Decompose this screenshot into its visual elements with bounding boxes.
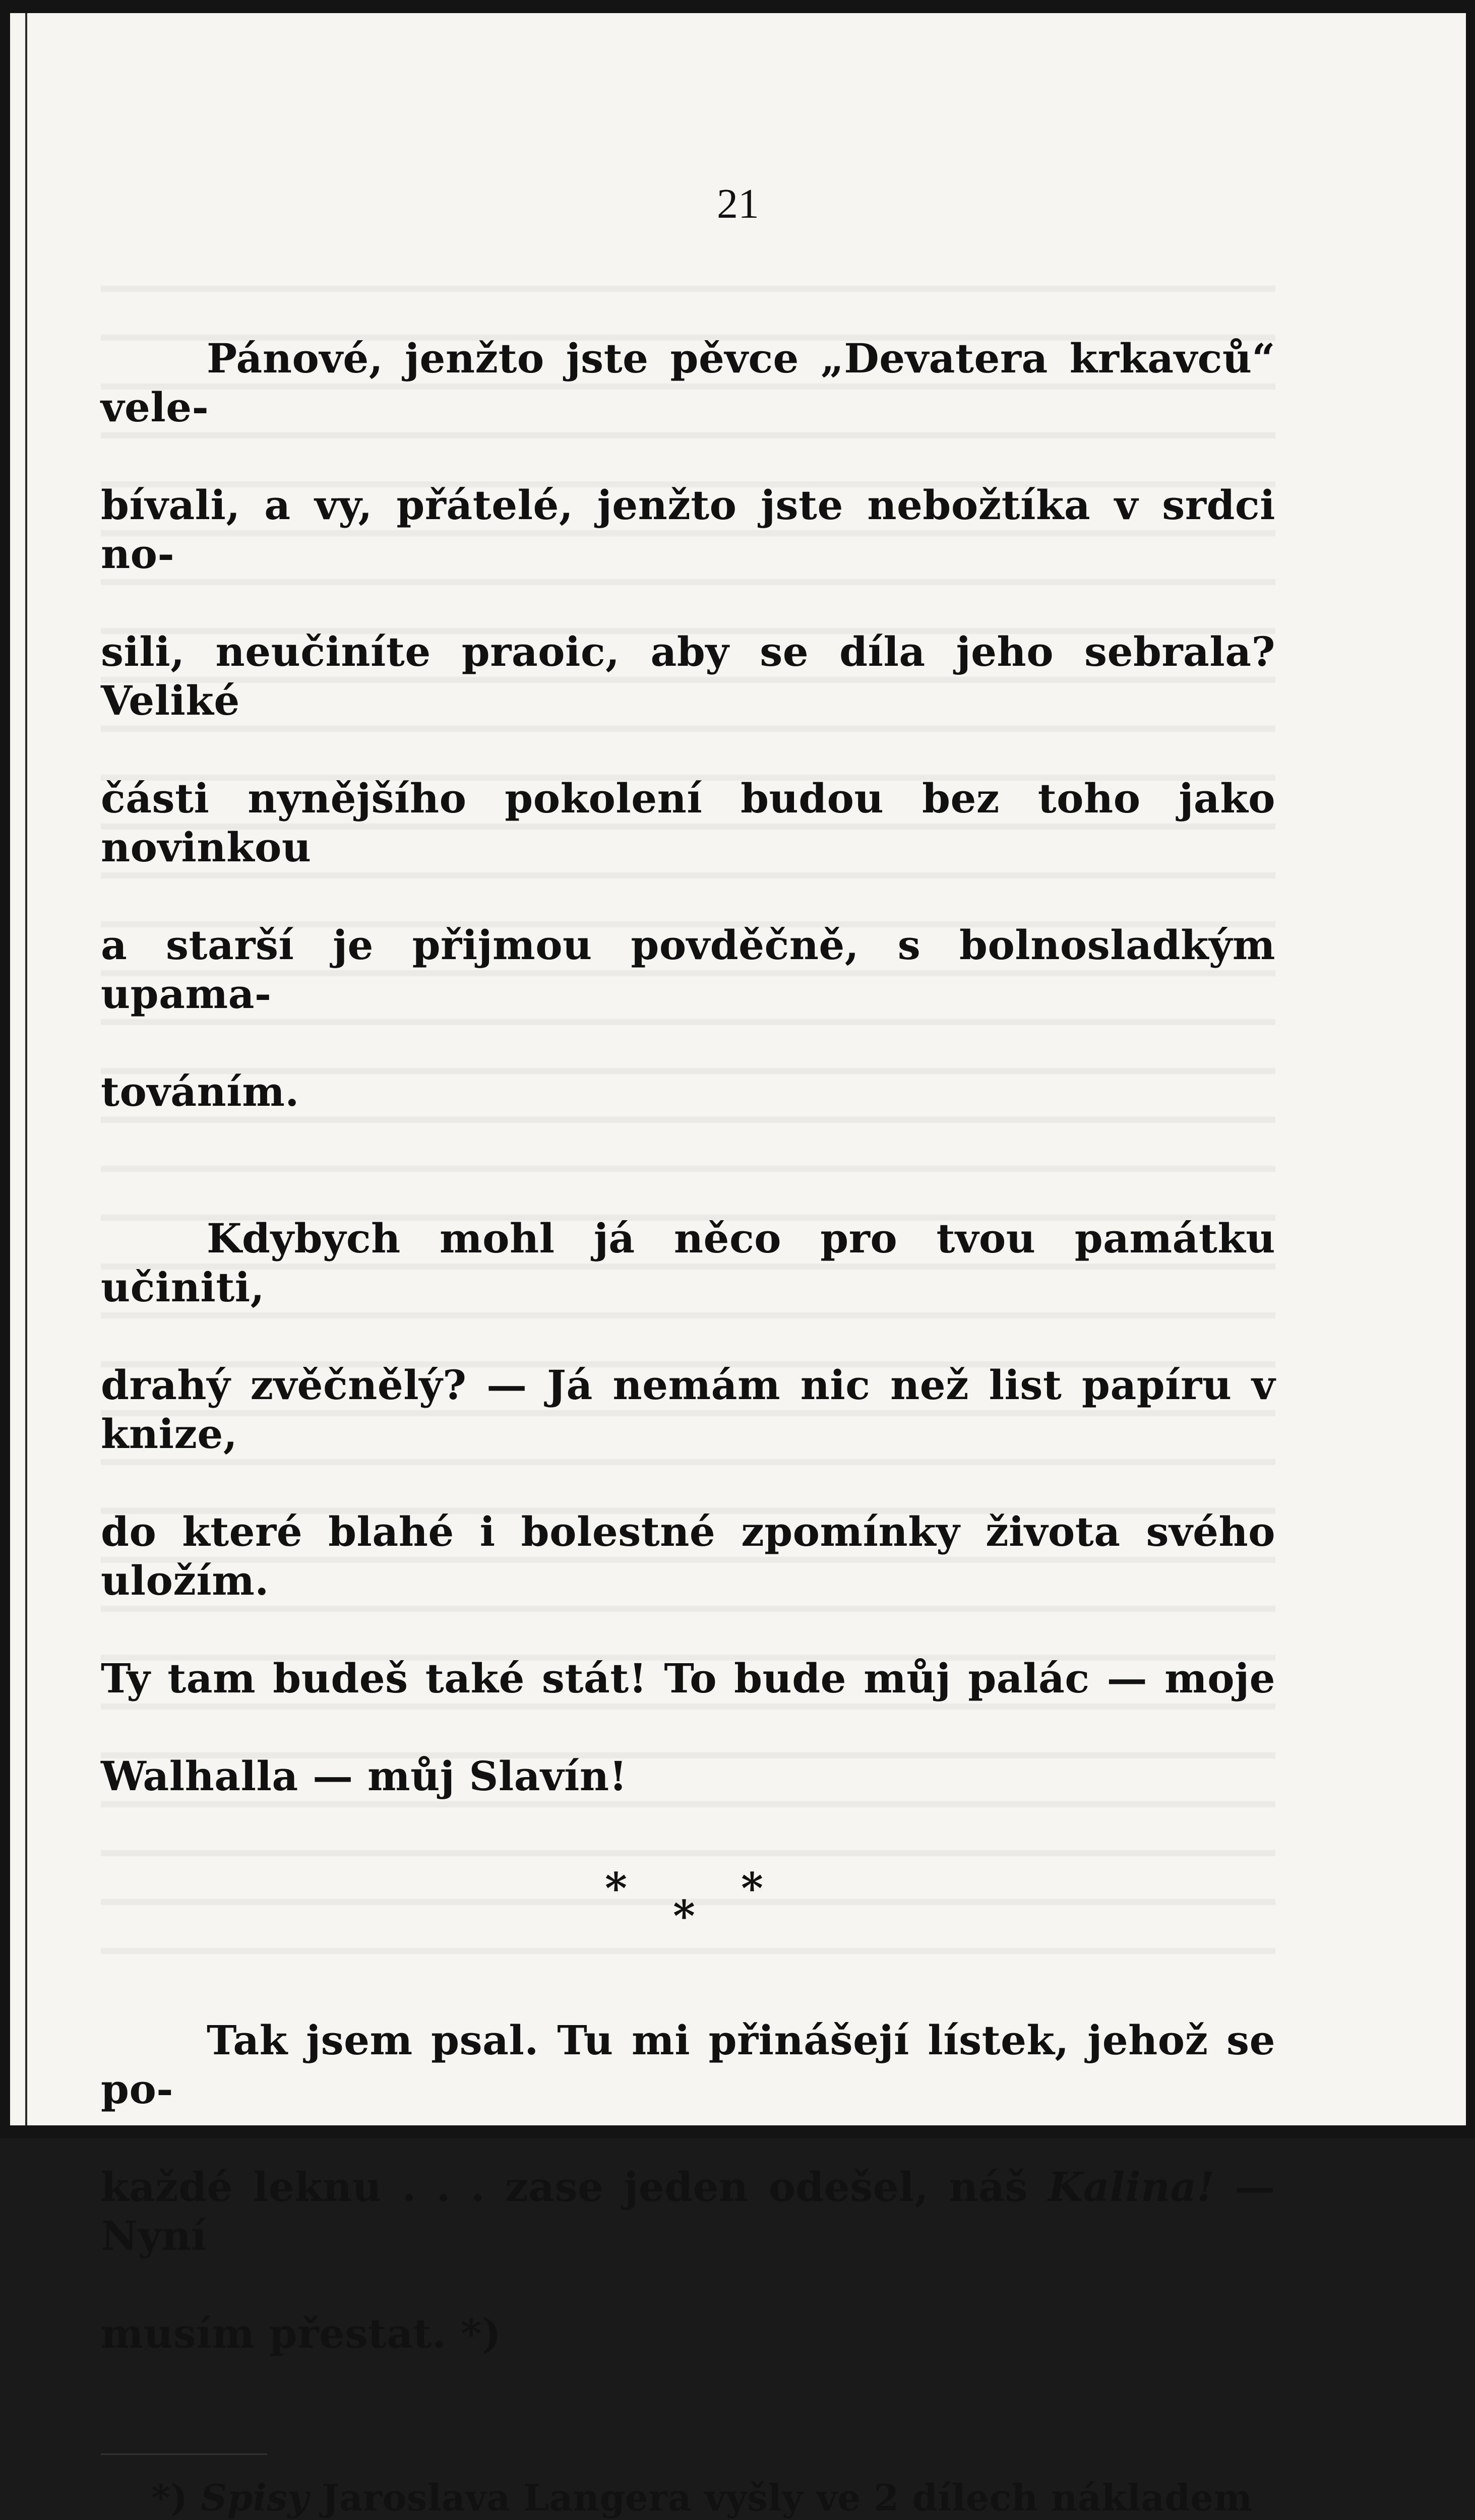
separator-asterisk: * <box>605 1863 628 1913</box>
paragraph-1-line: části nynějšího pokolení budou bez toho jako novinkou <box>101 775 1275 871</box>
footnote-divider <box>101 2453 267 2455</box>
emphasized-name: Kalina! <box>1048 2163 1215 2211</box>
paragraph-2-line: drahý zvěčnělý? — Já nemám nic než list papíru v knize, <box>101 1361 1275 1458</box>
paragraph-3-line <box>101 2163 1275 2260</box>
page-body <box>101 285 1275 2520</box>
footnote-italic-word: Spisy <box>201 2476 309 2519</box>
separator-asterisk: * <box>741 1863 764 1913</box>
paragraph-1-line: bívali, a vy, přátelé, jenžto jste nebožtíka v srdci no- <box>101 481 1275 578</box>
footnote-marker: *) <box>151 2476 201 2519</box>
paragraph-3 <box>101 1967 1275 2407</box>
footnote-text: Jaroslava Langera vyšly ve 2 dílech nákladem <box>322 2476 1253 2519</box>
paragraph-1-line: Pánové, jenžto jste pěvce „Devatera krkavců“ vele- <box>101 335 1275 431</box>
paragraph-1 <box>101 285 1275 1165</box>
footnote-line <box>101 2475 1275 2520</box>
separator-asterisk: * <box>673 1891 696 1941</box>
paragraph-2-line: Kdybych mohl já něco pro tvou památku učiniti, <box>101 1215 1275 1311</box>
paragraph-2-line: Walhalla — můj Slavín! <box>101 1752 628 1800</box>
footnote <box>101 2475 1275 2520</box>
paragraph-1-line: sili, neučiníte praoic, aby se díla jeho sebrala? Veliké <box>101 628 1275 724</box>
paragraph-3-text: každé leknu . . . zase jeden odešel, náš <box>101 2163 1048 2211</box>
page-edge-rule <box>25 13 27 2125</box>
paragraph-2-line: do které blahé i bolestné zpomínky života svého uložím. <box>101 1508 1275 1604</box>
paragraph-1-line: a starší je přijmou povděčně, s bolnosladkým upama- <box>101 921 1275 1018</box>
paragraph-3-line: musím přestat. *) <box>101 2310 502 2357</box>
paragraph-2-line: Ty tam budeš také stát! To bude můj palác — moje <box>101 1655 1275 1702</box>
paragraph-3-text: — Nyní <box>101 2163 1275 2259</box>
section-separator <box>101 1864 1275 1967</box>
paragraph-2 <box>101 1165 1275 1850</box>
paragraph-3-line: Tak jsem psal. Tu mi přinášejí lístek, jehož se po- <box>101 2017 1275 2113</box>
paragraph-1-line: továním. <box>101 1068 299 1115</box>
page-number: 21 <box>717 180 759 227</box>
